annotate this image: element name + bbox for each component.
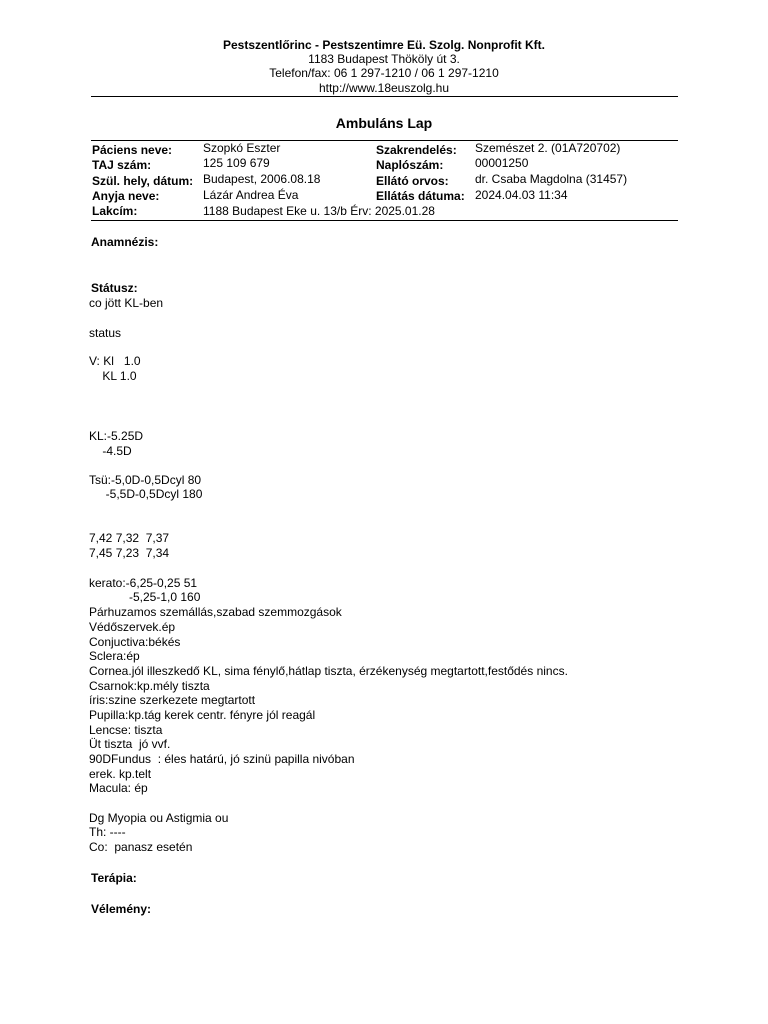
status-line: co jött KL-ben — [89, 296, 164, 310]
therapy-line: Th: ---- — [89, 825, 126, 839]
status-line: 7,45 7,23 7,34 — [89, 546, 170, 560]
mother-label: Anyja neve: — [92, 189, 160, 203]
section-terapia: Terápia: — [91, 871, 137, 885]
status-line: Lencse: tiszta — [89, 723, 163, 737]
control-line: Co: panasz esetén — [89, 840, 193, 854]
status-line: KL 1.0 — [89, 369, 137, 383]
divider — [91, 220, 678, 221]
log-number: 00001250 — [475, 156, 529, 170]
divider — [91, 96, 678, 97]
status-line: erek. kp.telt — [89, 767, 152, 781]
birth-place-date: Budapest, 2006.08.18 — [203, 172, 321, 186]
section-velemeny: Vélemény: — [91, 902, 152, 916]
mother-name: Lázár Andrea Éva — [203, 188, 299, 202]
doctor-name: dr. Csaba Magdolna (31457) — [475, 172, 628, 186]
status-line: 7,42 7,32 7,37 — [89, 531, 170, 545]
patient-name-label: Páciens neve: — [92, 143, 173, 157]
org-url[interactable]: http://www.18euszolg.hu — [318, 81, 450, 95]
status-line: 90DFundus : éles határú, jó szinü papilla nivóban — [89, 752, 355, 766]
birth-label: Szül. hely, dátum: — [92, 174, 194, 188]
address-label: Lakcím: — [92, 204, 138, 218]
department-label: Szakrendelés: — [376, 143, 457, 157]
doctor-label: Ellátó orvos: — [376, 174, 449, 188]
status-line: Csarnok:kp.mély tiszta — [89, 679, 210, 693]
status-line: Párhuzamos szemállás,szabad szemmozgások — [89, 605, 342, 619]
status-line: status — [89, 326, 122, 340]
department: Szemészet 2. (01A720702) — [475, 141, 621, 155]
visit-date-label: Ellátás dátuma: — [376, 189, 465, 203]
patient-address: 1188 Budapest Eke u. 13/b Érv: 2025.01.28 — [203, 204, 435, 218]
status-line: Üt tiszta jó vvf. — [89, 737, 171, 751]
status-line: -4.5D — [89, 444, 132, 458]
status-line: íris:szine szerkezete megtartott — [89, 693, 256, 707]
log-number-label: Naplószám: — [376, 158, 444, 172]
org-address: 1183 Budapest Thököly út 3. — [308, 52, 460, 66]
org-phone: Telefon/fax: 06 1 297-1210 / 06 1 297-1210 — [269, 66, 499, 80]
patient-name: Szopkó Eszter — [203, 141, 281, 155]
taj-number: 125 109 679 — [203, 156, 270, 170]
org-name: Pestszentlőrinc - Pestszentimre Eü. Szolg. Nonprofit Kft. — [222, 38, 546, 52]
status-line: KL:-5.25D — [89, 429, 144, 443]
section-anamnezis: Anamnézis: — [91, 235, 159, 249]
status-line: V: Kl 1.0 — [89, 354, 141, 368]
status-line: Sclera:ép — [89, 649, 140, 663]
status-line: Macula: ép — [89, 781, 148, 795]
page-title: Ambuláns Lap — [335, 115, 433, 131]
status-line: -5,25-1,0 160 — [89, 590, 201, 604]
status-line: Cornea.jól illeszkedő KL, sima fénylő,hátlap tiszta, érzékenység megtartott,festődés nincs. — [89, 664, 568, 678]
section-statusz: Státusz: — [91, 281, 138, 295]
status-line: Védőszervek.ép — [89, 620, 176, 634]
status-line: Pupilla:kp.tág kerek centr. fényre jól reagál — [89, 708, 316, 722]
visit-date: 2024.04.03 11:34 — [475, 188, 568, 202]
status-line: Conjuctiva:békés — [89, 635, 181, 649]
status-line: -5,5D-0,5Dcyl 180 — [89, 487, 203, 501]
taj-label: TAJ szám: — [92, 158, 152, 172]
diagnosis-line: Dg Myopia ou Astigmia ou — [89, 811, 229, 825]
status-line: kerato:-6,25-0,25 51 — [89, 576, 198, 590]
status-line: Tsü:-5,0D-0,5Dcyl 80 — [89, 473, 202, 487]
